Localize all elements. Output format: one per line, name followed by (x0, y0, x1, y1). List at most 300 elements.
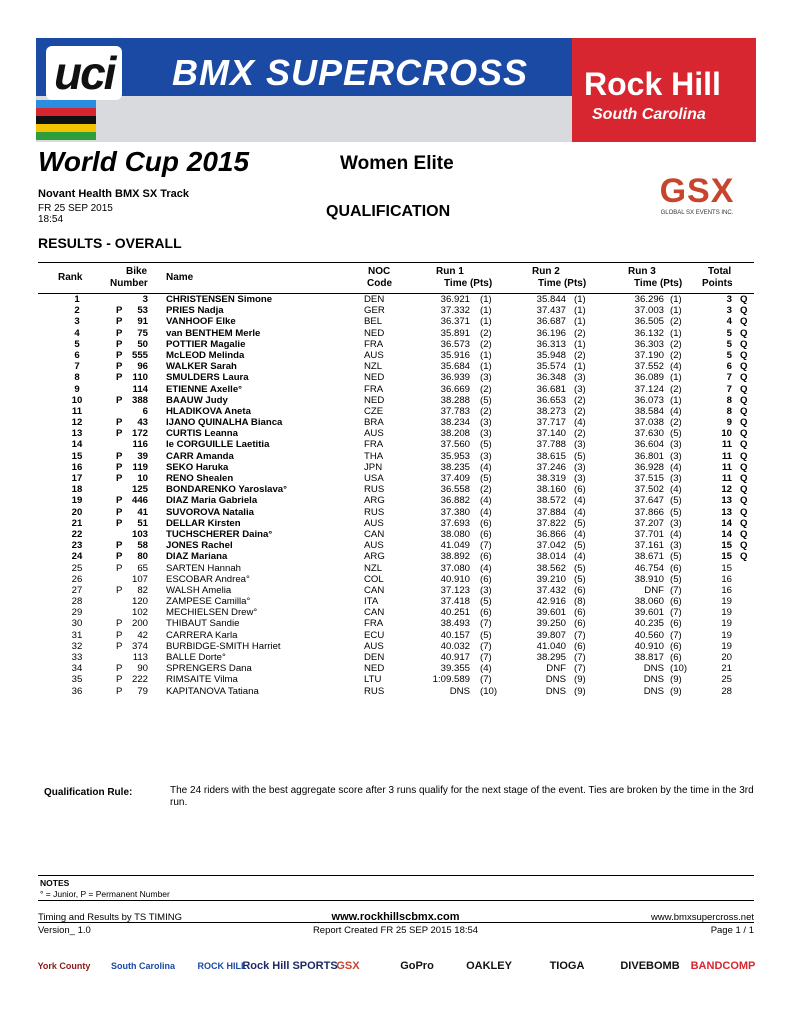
cell-p2: (1) (574, 338, 586, 350)
cell-t3: 40.235 (634, 618, 664, 630)
cell-t3: 38.584 (634, 405, 664, 417)
sponsor-logo: GSX (336, 960, 360, 972)
cell-noc: RUS (364, 506, 385, 518)
header-total: Total (708, 266, 732, 277)
cell-t3: 37.207 (634, 517, 664, 529)
header-rank: Rank (58, 272, 83, 283)
cell-name: SUVOROVA Natalia (166, 506, 254, 518)
cell-bp: P (116, 562, 123, 574)
cell-p3: (1) (670, 305, 682, 317)
cell-t2: DNS (545, 674, 566, 686)
cell-p1: (3) (480, 372, 492, 384)
cell-t1: 38.208 (440, 428, 470, 440)
cell-t3: 37.502 (634, 484, 664, 496)
table-row (38, 518, 754, 529)
cell-t1: 40.910 (440, 573, 470, 585)
cell-bp: P (116, 461, 123, 473)
cell-q: Q (740, 405, 748, 417)
results-table-header (38, 262, 754, 294)
cell-name: SMULDERS Laura (166, 372, 249, 384)
cell-bp: P (116, 629, 123, 641)
cell-p3: (4) (670, 528, 682, 540)
cell-p1: (3) (480, 417, 492, 429)
cell-t1: DNS (449, 685, 470, 697)
cell-t3: 38.910 (634, 573, 664, 585)
footer-website[interactable]: www.rockhillscbmx.com (331, 911, 460, 923)
cell-rank: 15 (71, 450, 83, 462)
cell-t1: 35.684 (440, 361, 470, 373)
cell-t2: 37.042 (536, 540, 566, 552)
cell-total: 20 (721, 652, 732, 663)
cell-t2: 36.196 (536, 327, 566, 339)
cell-t1: 37.332 (440, 305, 470, 317)
cell-t2: 36.681 (536, 383, 566, 395)
cell-total: 5 (726, 338, 732, 350)
table-row (38, 372, 754, 383)
cell-t2: 38.562 (536, 562, 566, 574)
cell-noc: RUS (364, 484, 385, 496)
cell-rank: 26 (71, 573, 83, 585)
banner-location: Rock Hill (584, 66, 721, 102)
cell-t1: 36.371 (440, 316, 470, 328)
cell-t2: 38.295 (536, 652, 566, 663)
results-table-body (38, 294, 754, 697)
cell-t1: 37.380 (440, 506, 470, 518)
cell-rank: 2 (74, 305, 80, 317)
cell-t3: 36.303 (634, 338, 664, 350)
cell-name: DIAZ Maria Gabriela (166, 495, 258, 507)
table-row (38, 484, 754, 495)
cell-rank: 10 (71, 394, 83, 406)
cell-total: 19 (721, 640, 732, 652)
cell-name: BALLE Dorte° (166, 652, 226, 663)
cell-total: 11 (721, 439, 732, 451)
cell-rank: 32 (71, 640, 83, 652)
cell-bp: P (116, 584, 123, 596)
cell-noc: NED (364, 394, 385, 406)
cell-p3: (2) (670, 316, 682, 328)
table-row (38, 529, 754, 540)
cell-t1: 37.693 (440, 517, 470, 529)
cell-p2: (2) (574, 394, 586, 406)
cell-rank: 13 (71, 428, 83, 440)
cell-t1: 36.558 (440, 484, 470, 496)
header-run1-time: Time (Pts) (444, 278, 493, 289)
cell-q: Q (740, 484, 748, 496)
cell-t3: 37.161 (634, 540, 664, 552)
cell-name: WALSH Amelia (166, 584, 232, 596)
cell-p1: (7) (480, 540, 492, 552)
cell-bike: 374 (131, 640, 148, 652)
cell-p2: (5) (574, 540, 586, 552)
cell-q: Q (740, 383, 748, 395)
cell-rank: 34 (71, 663, 83, 675)
cell-bike: 555 (131, 349, 148, 361)
cell-t3: 40.910 (634, 640, 664, 652)
cell-p3: (9) (670, 685, 682, 697)
cell-noc: ARG (364, 495, 385, 507)
cell-name: DELLAR Kirsten (166, 517, 241, 529)
cell-bp: P (116, 640, 123, 652)
cell-p3: (4) (670, 361, 682, 373)
cell-p2: (2) (574, 327, 586, 339)
cell-p1: (6) (480, 528, 492, 540)
cell-rank: 28 (71, 596, 83, 608)
table-row (38, 305, 754, 316)
cell-bp: P (116, 540, 123, 552)
cell-rank: 8 (74, 372, 80, 384)
header-run2: Run 2 (532, 266, 560, 277)
table-row (38, 596, 754, 607)
notes-box (38, 875, 754, 901)
cell-p1: (6) (480, 607, 492, 619)
cell-p1: (2) (480, 383, 492, 395)
event-banner (36, 38, 756, 142)
cell-total: 19 (721, 607, 732, 619)
cell-p2: (1) (574, 361, 586, 373)
table-row (38, 585, 754, 596)
cell-p2: (4) (574, 417, 586, 429)
cell-total: 8 (726, 394, 732, 406)
cell-name: van BENTHEM Merle (166, 327, 261, 339)
cell-t3: DNS (643, 685, 664, 697)
cell-t3: 37.647 (634, 495, 664, 507)
cell-p2: (2) (574, 405, 586, 417)
uci-rainbow-stripes (36, 100, 96, 142)
cell-p2: (4) (574, 551, 586, 563)
cell-total: 5 (726, 349, 732, 361)
event-phase: QUALIFICATION (326, 203, 451, 220)
footer-site2[interactable]: www.bmxsupercross.net (651, 912, 754, 923)
cell-total: 16 (721, 584, 732, 596)
table-row (38, 462, 754, 473)
cell-p2: (9) (574, 685, 586, 697)
cell-p3: (5) (670, 495, 682, 507)
cell-p1: (7) (480, 652, 492, 663)
cell-t2: 35.948 (536, 349, 566, 361)
cell-p3: (1) (670, 327, 682, 339)
cell-p2: (4) (574, 495, 586, 507)
cell-rank: 27 (71, 584, 83, 596)
cell-t3: 37.515 (634, 473, 664, 484)
cell-t3: 36.604 (634, 439, 664, 451)
cell-name: CARRERA Karla (166, 629, 238, 641)
cell-t1: 36.921 (440, 294, 470, 305)
header-run3-time: Time (Pts) (634, 278, 683, 289)
event-time: 18:54 (38, 214, 64, 225)
cell-t2: DNS (545, 685, 566, 697)
cell-p2: (1) (574, 305, 586, 317)
cell-rank: 20 (71, 506, 83, 518)
table-row (38, 652, 754, 663)
cell-p3: (1) (670, 294, 682, 305)
cell-q: Q (740, 461, 748, 473)
cell-total: 4 (726, 316, 732, 328)
cell-t3: 37.630 (634, 428, 664, 440)
cell-t1: 36.573 (440, 338, 470, 350)
cell-t2: 35.574 (536, 361, 566, 373)
cell-q: Q (740, 372, 748, 384)
cell-p1: (5) (480, 629, 492, 641)
cell-p1: (7) (480, 618, 492, 630)
cell-t1: 37.409 (440, 473, 470, 484)
cell-name: PRIES Nadja (166, 305, 224, 317)
cell-name: DIAZ Mariana (166, 551, 228, 563)
cell-p3: (3) (670, 517, 682, 529)
cell-p1: (6) (480, 573, 492, 585)
cell-rank: 36 (71, 685, 83, 697)
table-row (38, 417, 754, 428)
cell-t1: 38.493 (440, 618, 470, 630)
cell-noc: FRA (364, 383, 384, 395)
table-row (38, 540, 754, 551)
cell-total: 3 (726, 305, 732, 317)
cell-p3: (1) (670, 372, 682, 384)
cell-t1: 37.418 (440, 596, 470, 608)
table-row (38, 350, 754, 361)
cell-total: 14 (721, 528, 732, 540)
series-logo: BMX SUPERCROSS (172, 52, 529, 93)
cell-p3: (6) (670, 596, 682, 608)
cell-bp: P (116, 372, 123, 384)
footer-divider (38, 922, 754, 923)
cell-q: Q (740, 338, 748, 350)
cell-p3: (3) (670, 540, 682, 552)
cell-bp: P (116, 495, 123, 507)
cell-p3: (9) (670, 674, 682, 686)
cell-t3: DNF (644, 584, 664, 596)
cell-p2: (7) (574, 652, 586, 663)
cell-rank: 5 (74, 338, 80, 350)
cell-rank: 33 (71, 652, 83, 663)
table-row (38, 551, 754, 562)
cell-t2: 37.822 (536, 517, 566, 529)
cell-total: 10 (721, 428, 732, 440)
cell-bp: P (116, 473, 123, 484)
cell-bp: P (116, 517, 123, 529)
table-row (38, 384, 754, 395)
cell-noc: THA (364, 450, 384, 462)
cell-p3: (3) (670, 473, 682, 484)
cell-total: 21 (721, 663, 732, 675)
sponsor-logo: OAKLEY (466, 960, 512, 972)
cell-t3: 46.754 (634, 562, 664, 574)
header-number: Number (110, 278, 148, 289)
cell-t1: 40.251 (440, 607, 470, 619)
cell-total: 11 (721, 450, 732, 462)
cell-rank: 18 (71, 484, 83, 496)
cell-t2: 37.432 (536, 584, 566, 596)
cell-t3: 36.505 (634, 316, 664, 328)
cell-rank: 16 (71, 461, 83, 473)
table-row (38, 428, 754, 439)
cell-total: 5 (726, 327, 732, 339)
cell-noc: AUS (364, 540, 384, 552)
cell-total: 14 (721, 517, 732, 529)
table-row (38, 294, 754, 305)
cell-noc: DEN (364, 652, 385, 663)
section-title: RESULTS - OVERALL (38, 235, 182, 251)
cell-bike: 172 (131, 428, 148, 440)
cell-rank: 3 (74, 316, 80, 328)
gsx-logo-subtext: GLOBAL SX EVENTS INC. (660, 210, 734, 216)
cell-noc: CAN (364, 584, 385, 596)
cell-bike: 42 (137, 629, 148, 641)
cell-p1: (4) (480, 663, 492, 675)
cell-t2: 39.807 (536, 629, 566, 641)
cell-p1: (1) (480, 349, 492, 361)
cell-bp: P (116, 349, 123, 361)
footer-version: Version_ 1.0 (38, 925, 91, 936)
event-date: FR 25 SEP 2015 (38, 203, 113, 214)
table-row (38, 451, 754, 462)
cell-t3: 40.560 (634, 629, 664, 641)
cell-t2: 39.210 (536, 573, 566, 585)
cell-q: Q (740, 305, 748, 317)
cell-noc: ECU (364, 629, 385, 641)
cell-p3: (7) (670, 607, 682, 619)
cell-rank: 14 (71, 439, 83, 451)
table-row (38, 395, 754, 406)
cell-t3: 36.296 (634, 294, 664, 305)
cell-p1: (1) (480, 316, 492, 328)
banner-region: South Carolina (592, 106, 706, 123)
cell-p1: (4) (480, 506, 492, 518)
cell-p2: (1) (574, 294, 586, 305)
cell-p1: (4) (480, 495, 492, 507)
cell-p1: (5) (480, 596, 492, 608)
cell-t3: 37.552 (634, 361, 664, 373)
cell-t1: 41.049 (440, 540, 470, 552)
cell-name: le CORGUILLE Laetitia (166, 439, 270, 451)
cell-bike: 200 (131, 618, 148, 630)
sponsor-logos (37, 944, 756, 988)
cell-name: SPRENGERS Dana (166, 663, 252, 675)
cell-bike: 446 (131, 495, 148, 507)
cell-q: Q (740, 316, 748, 328)
cell-p2: (8) (574, 596, 586, 608)
cell-q: Q (740, 450, 748, 462)
cell-t3: 38.060 (634, 596, 664, 608)
cell-p1: (5) (480, 439, 492, 451)
cell-rank: 23 (71, 540, 83, 552)
cell-p3: (2) (670, 417, 682, 429)
cell-t2: 38.160 (536, 484, 566, 496)
table-row (38, 641, 754, 652)
cell-bike: 39 (137, 450, 148, 462)
cell-total: 19 (721, 629, 732, 641)
cell-rank: 31 (71, 629, 83, 641)
cell-q: Q (740, 327, 748, 339)
cell-q: Q (740, 540, 748, 552)
cell-p1: (3) (480, 584, 492, 596)
cell-rank: 17 (71, 473, 83, 484)
cell-p1: (4) (480, 562, 492, 574)
cell-total: 16 (721, 573, 732, 585)
cell-name: ZAMPESE Camilla° (166, 596, 251, 608)
cell-p2: (4) (574, 528, 586, 540)
cell-noc: CAN (364, 607, 385, 619)
cell-bp: P (116, 685, 123, 697)
sponsor-logo: TIOGA (549, 960, 585, 972)
cell-q: Q (740, 428, 748, 440)
cell-t1: 38.288 (440, 394, 470, 406)
cell-p1: (2) (480, 327, 492, 339)
sponsor-logo: Rock Hill SPORTS (242, 960, 338, 972)
cell-bike: 113 (132, 652, 148, 663)
cell-p3: (6) (670, 652, 682, 663)
cell-rank: 19 (71, 495, 83, 507)
cell-p3: (5) (670, 551, 682, 563)
cell-p3: (5) (670, 506, 682, 518)
cell-t3: 39.601 (634, 607, 664, 619)
cell-total: 12 (721, 484, 732, 496)
cell-total: 19 (721, 618, 732, 630)
cell-bike: 79 (137, 685, 148, 697)
cell-noc: USA (364, 473, 384, 484)
cell-q: Q (740, 506, 748, 518)
cell-q: Q (740, 528, 748, 540)
cell-total: 11 (721, 461, 732, 473)
cell-p2: (5) (574, 573, 586, 585)
cell-bike: 125 (131, 484, 148, 496)
cell-t3: 36.073 (634, 394, 664, 406)
cell-name: MECHIELSEN Drew° (166, 607, 258, 619)
cell-t2: 42.916 (536, 596, 566, 608)
cell-q: Q (740, 473, 748, 484)
cell-bike: 107 (131, 573, 148, 585)
gsx-logo (636, 172, 758, 224)
cell-noc: AUS (364, 349, 384, 361)
cell-p3: (2) (670, 383, 682, 395)
cell-p1: (2) (480, 338, 492, 350)
cell-p2: (3) (574, 383, 586, 395)
header-run2-time: Time (Pts) (538, 278, 587, 289)
cell-q: Q (740, 361, 748, 373)
cell-bike: 58 (137, 540, 148, 552)
cell-t3: 37.190 (634, 349, 664, 361)
cell-t2: 38.615 (536, 450, 566, 462)
cell-noc: NED (364, 327, 385, 339)
cell-noc: DEN (364, 294, 385, 305)
cell-t1: 40.917 (440, 652, 470, 663)
cell-t1: 35.891 (440, 327, 470, 339)
event-category: Women Elite (340, 153, 454, 174)
cell-t3: 36.132 (634, 327, 664, 339)
header-code: Code (367, 278, 392, 289)
cell-bp: P (116, 674, 123, 686)
cell-t3: DNS (643, 663, 664, 675)
cell-p1: (5) (480, 394, 492, 406)
cell-t3: 37.003 (634, 305, 664, 317)
table-row (38, 607, 754, 618)
table-row (38, 630, 754, 641)
cell-bp: P (116, 361, 123, 373)
cell-q: Q (740, 294, 748, 305)
cell-t1: 36.939 (440, 372, 470, 384)
cell-p3: (6) (670, 562, 682, 574)
cell-p1: (5) (480, 473, 492, 484)
cell-p2: (7) (574, 663, 586, 675)
notes-text: ° = Junior, P = Permanent Number (40, 889, 170, 899)
cell-noc: RUS (364, 685, 385, 697)
cell-q: Q (740, 394, 748, 406)
cell-p1: (3) (480, 450, 492, 462)
cell-p3: (1) (670, 394, 682, 406)
cell-rank: 21 (71, 517, 83, 529)
cell-total: 8 (726, 405, 732, 417)
cell-t1: 37.783 (440, 405, 470, 417)
